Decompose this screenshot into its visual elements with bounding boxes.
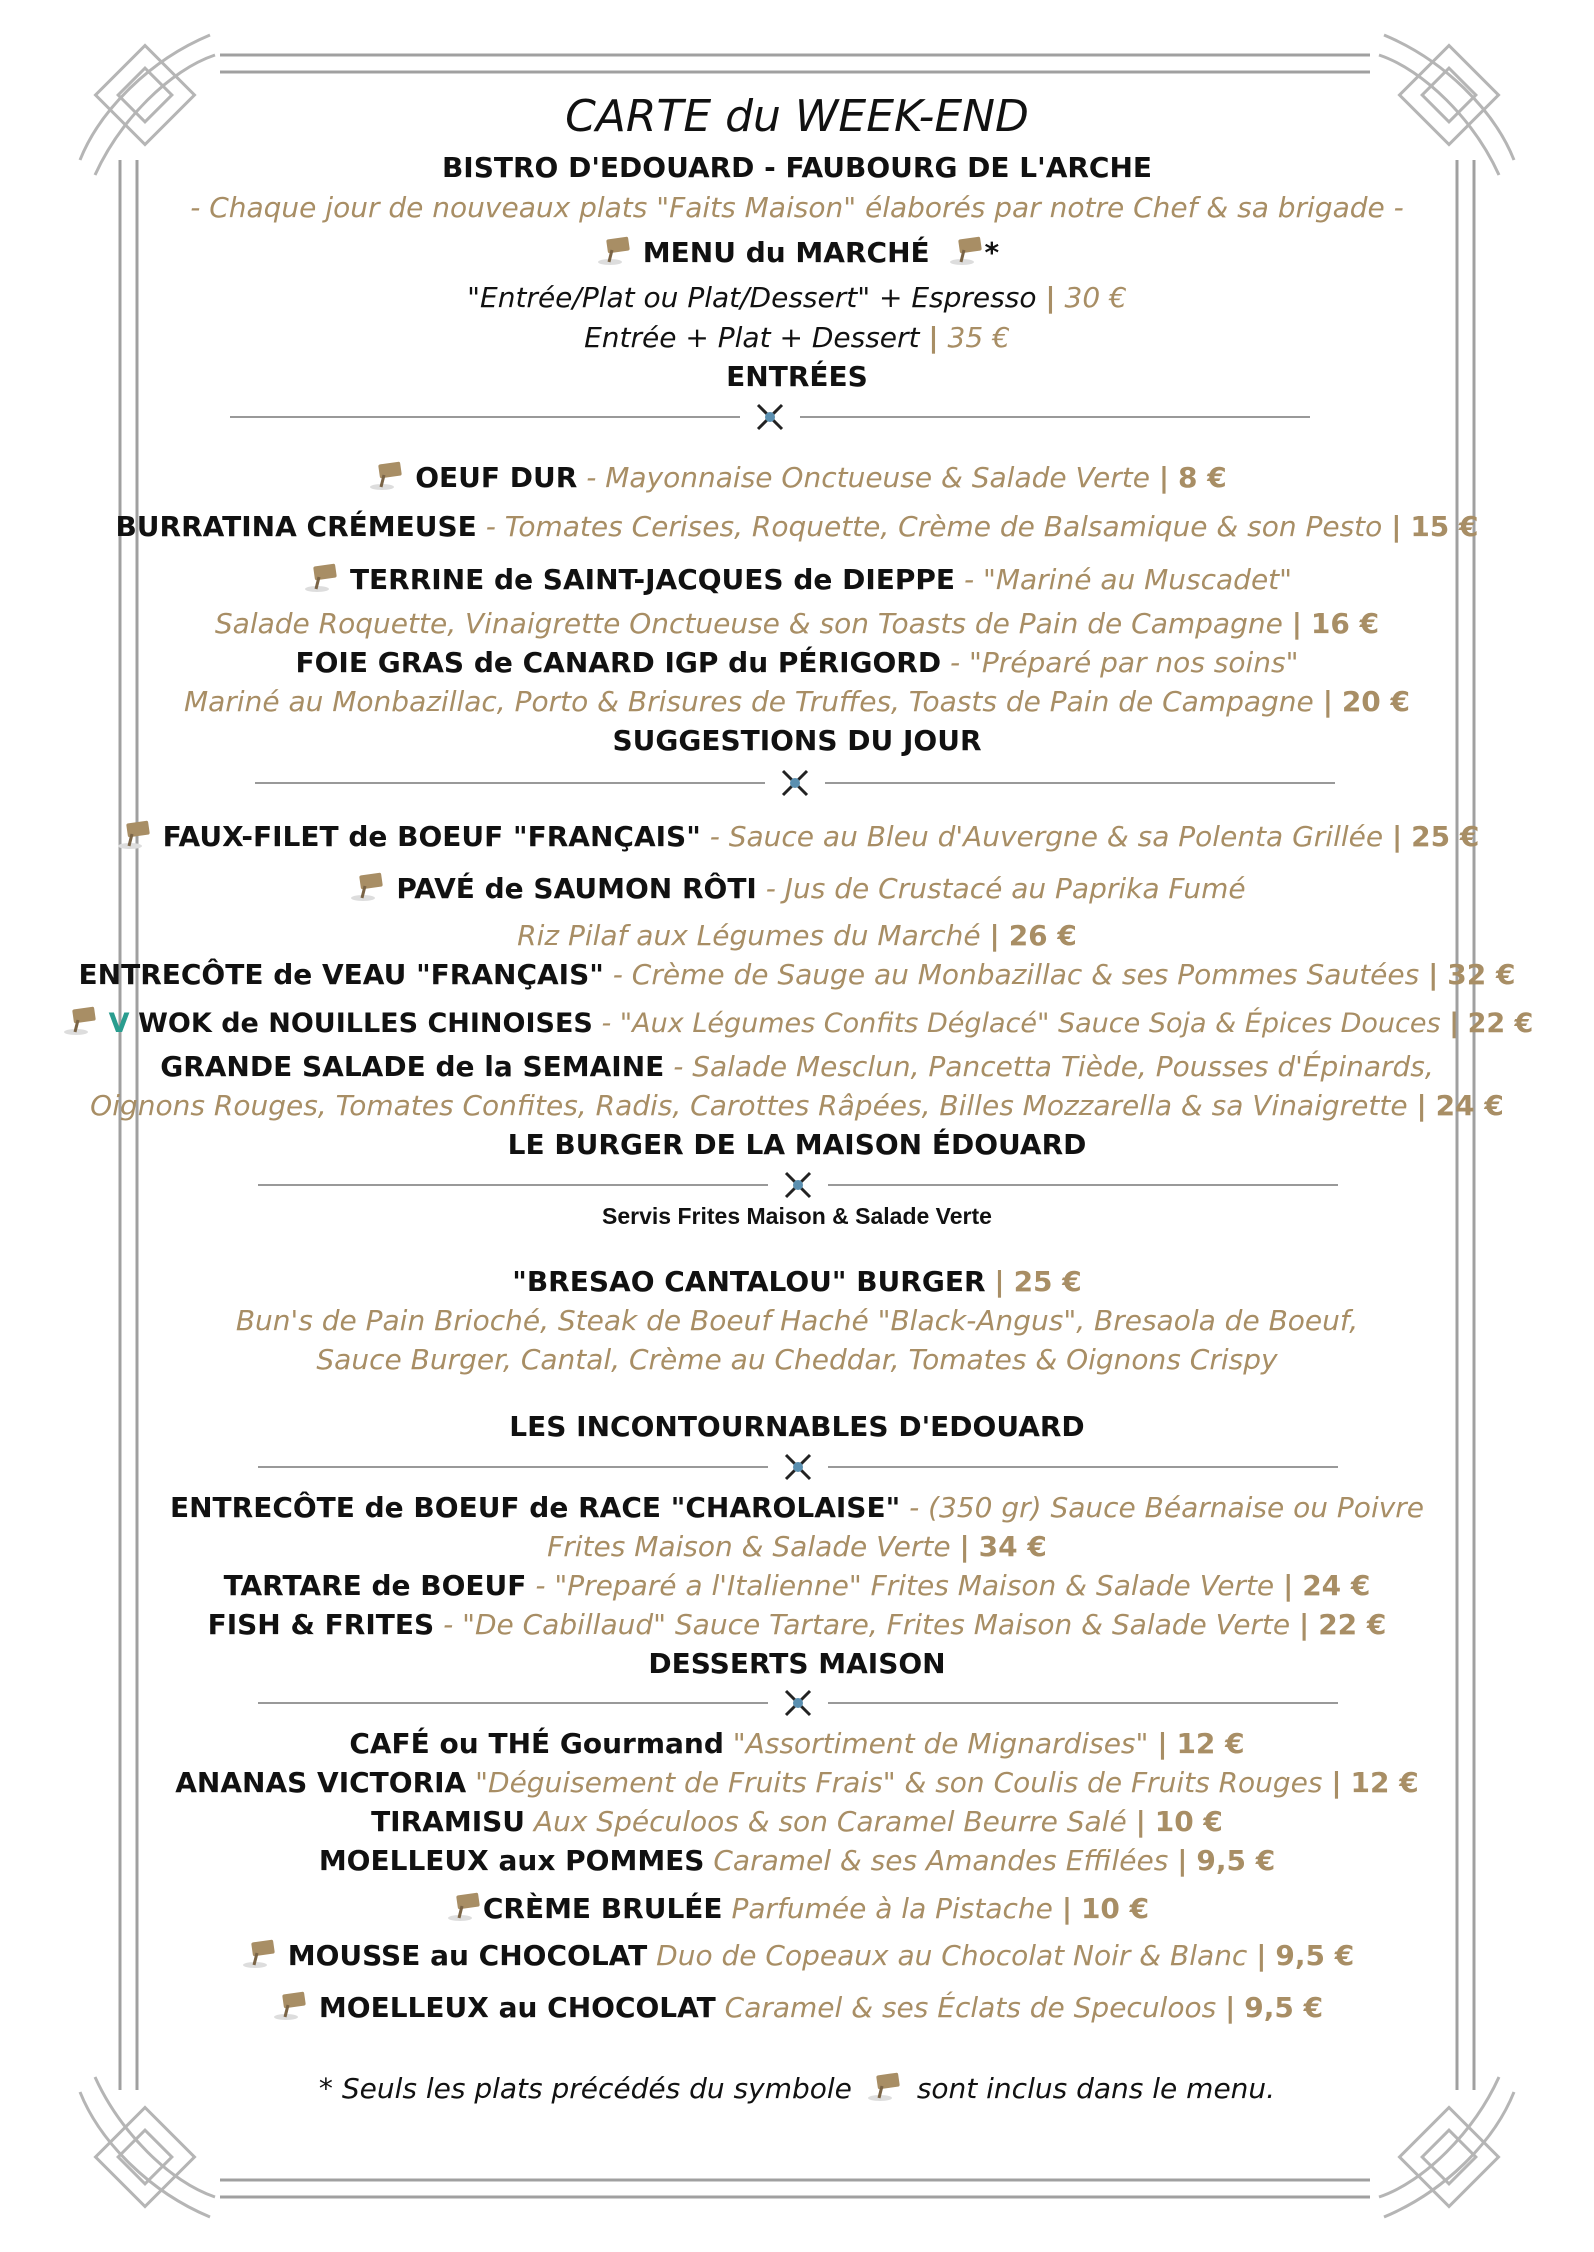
menu-item: CAFÉ ou THÉ Gourmand "Assortiment de Mignardises" | 12 €	[349, 1727, 1245, 1760]
menu-item: TIRAMISU Aux Spéculoos & son Caramel Beurre Salé | 10 €	[371, 1805, 1223, 1838]
menu-item: FISH & FRITES - "De Cabillaud" Sauce Tartare, Frites Maison & Salade Verte | 22 €	[207, 1608, 1387, 1641]
section-heading-desserts: DESSERTS MAISON	[648, 1647, 946, 1680]
menu-marche-title	[0, 234, 1594, 271]
footer-note: * Seuls les plats précédés du symbole sont inclus dans le menu.	[318, 2072, 1276, 2105]
menu-item: TERRINE de SAINT-JACQUES de DIEPPE - "Mariné au Muscadet"	[0, 561, 1594, 598]
menu-item-detail: Frites Maison & Salade Verte | 34 €	[547, 1530, 1047, 1563]
menu-item-detail: Sauce Burger, Cantal, Crème au Cheddar, Tomates & Oignons Crispy	[316, 1343, 1278, 1376]
burger-subheading: Servis Frites Maison & Salade Verte	[602, 1203, 992, 1229]
sign-board-icon	[115, 818, 153, 850]
sign-board-icon	[367, 459, 405, 491]
section-heading-suggestions: SUGGESTIONS DU JOUR	[612, 724, 982, 757]
sign-board-icon	[947, 234, 985, 266]
section-divider	[255, 768, 1335, 798]
menu-item-detail: Bun's de Pain Brioché, Steak de Boeuf Haché "Black-Angus", Bresaola de Boeuf,	[235, 1304, 1359, 1337]
menu-item: MOELLEUX au CHOCOLAT Caramel & ses Éclats de Speculoos | 9,5 €	[0, 1989, 1594, 2026]
sign-board-icon	[302, 561, 340, 593]
section-heading-burger: LE BURGER DE LA MAISON ÉDOUARD	[507, 1128, 1087, 1161]
vegetarian-badge: V	[108, 1008, 130, 1039]
menu-item: FAUX-FILET de BOEUF "FRANÇAIS" - Sauce au Bleu d'Auvergne & sa Polenta Grillée | 25 €	[0, 818, 1594, 855]
menu-item: CRÈME BRULÉE Parfumée à la Pistache | 10 €	[0, 1890, 1594, 1927]
section-divider	[258, 1170, 1338, 1200]
menu-item: TARTARE de BOEUF - "Preparé a l'Italienne" Frites Maison & Salade Verte | 24 €	[223, 1569, 1371, 1602]
menu-item: ENTRECÔTE de VEAU "FRANÇAIS" - Crème de Sauge au Monbazillac & ses Pommes Sautées | 32 €	[78, 958, 1516, 991]
crossed-cutlery-icon	[786, 1691, 810, 1715]
sign-board-icon	[240, 1937, 278, 1969]
menu-formula-1: "Entrée/Plat ou Plat/Dessert" + Espresso | 30 €	[467, 281, 1127, 314]
tagline: - Chaque jour de nouveaux plats "Faits Maison" élaborés par notre Chef & sa brigade -	[190, 191, 1404, 224]
sign-board-icon	[348, 870, 386, 902]
menu-item: BURRATINA CRÉMEUSE - Tomates Cerises, Roquette, Crème de Balsamique & son Pesto | 15 €	[115, 510, 1479, 543]
section-heading-entrees: ENTRÉES	[726, 360, 868, 393]
section-divider	[230, 402, 1310, 432]
menu-formula-2: Entrée + Plat + Dessert | 35 €	[584, 321, 1010, 354]
menu-item: MOUSSE au CHOCOLAT Duo de Copeaux au Chocolat Noir & Blanc | 9,5 €	[0, 1937, 1594, 1974]
menu-item: OEUF DUR - Mayonnaise Onctueuse & Salade Verte | 8 €	[0, 459, 1594, 496]
menu-marche-asterisk: *	[984, 236, 1000, 269]
menu-item: V WOK de NOUILLES CHINOISES - "Aux Légumes Confits Déglacé" Sauce Soja & Épices Douces | 22 €	[0, 1004, 1594, 1042]
sign-board-icon	[445, 1890, 483, 1922]
menu-item: ANANAS VICTORIA "Déguisement de Fruits Frais" & son Coulis de Fruits Rouges | 12 €	[175, 1766, 1419, 1799]
sign-board-icon	[595, 234, 633, 266]
menu-item-detail: Salade Roquette, Vinaigrette Onctueuse & son Toasts de Pain de Campagne | 16 €	[214, 607, 1380, 640]
menu-marche-label: MENU du MARCHÉ	[642, 236, 930, 269]
section-divider	[258, 1452, 1338, 1482]
menu-item-detail: Riz Pilaf aux Légumes du Marché | 26 €	[517, 919, 1077, 952]
menu-item: MOELLEUX aux POMMES Caramel & ses Amandes Effilées | 9,5 €	[318, 1844, 1276, 1877]
menu-item: "BRESAO CANTALOU" BURGER | 25 €	[512, 1265, 1082, 1298]
crossed-cutlery-icon	[786, 1455, 810, 1479]
crossed-cutlery-icon	[758, 405, 782, 429]
menu-item-detail: Oignons Rouges, Tomates Confites, Radis, Carottes Râpées, Billes Mozzarella & sa Vinaigrette | 24 €	[90, 1089, 1504, 1122]
sign-board-icon	[61, 1004, 99, 1036]
menu-item-detail: Mariné au Monbazillac, Porto & Brisures de Truffes, Toasts de Pain de Campagne | 20 €	[183, 685, 1411, 718]
section-divider	[258, 1688, 1338, 1718]
menu-item: GRANDE SALADE de la SEMAINE - Salade Mesclun, Pancetta Tiède, Pousses d'Épinards,	[160, 1050, 1434, 1083]
menu-item: ENTRECÔTE de BOEUF de RACE "CHAROLAISE" - (350 gr) Sauce Béarnaise ou Poivre	[169, 1491, 1425, 1524]
section-heading-incontournables: LES INCONTOURNABLES D'EDOUARD	[509, 1410, 1085, 1443]
page-title: CARTE du WEEK-END	[565, 91, 1029, 142]
sign-board-icon	[271, 1989, 309, 2021]
menu-item: FOIE GRAS de CANARD IGP du PÉRIGORD - "Préparé par nos soins"	[295, 646, 1299, 679]
restaurant-name: BISTRO D'EDOUARD - FAUBOURG DE L'ARCHE	[441, 151, 1153, 184]
crossed-cutlery-icon	[783, 771, 807, 795]
sign-board-icon	[865, 2070, 903, 2102]
crossed-cutlery-icon	[786, 1173, 810, 1197]
menu-item: PAVÉ de SAUMON RÔTI - Jus de Crustacé au Paprika Fumé	[0, 870, 1594, 907]
